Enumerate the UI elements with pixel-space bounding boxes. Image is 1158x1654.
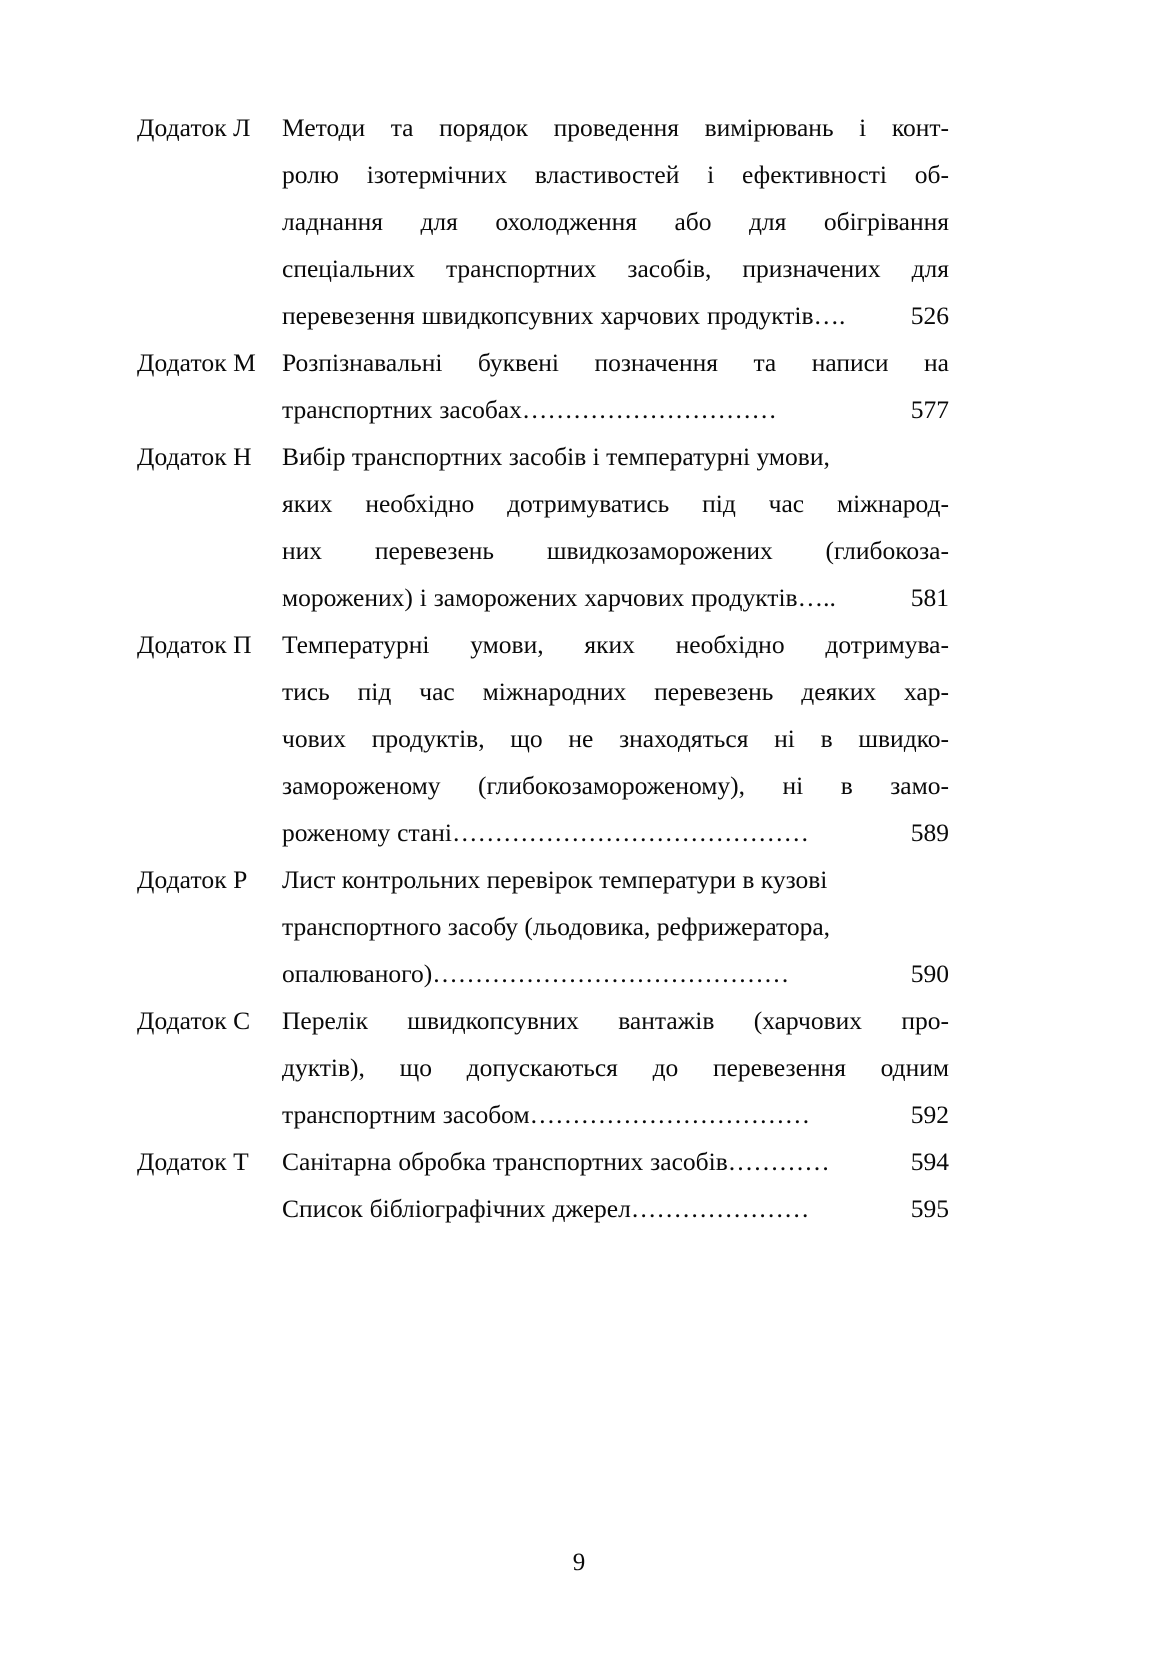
toc-entry — [137, 1138, 949, 1185]
toc-entry-last-line — [282, 386, 949, 433]
toc-entry-line: чових продуктів, що не знаходяться ні в швидко- — [282, 724, 949, 753]
toc-entry-label: Додаток М — [137, 348, 256, 377]
toc-entry-line: Температурні умови, яких необхідно дотримува- — [282, 630, 949, 659]
toc-entry — [137, 339, 949, 433]
toc-entry — [137, 104, 949, 339]
dot-leader: …………………………………… — [432, 959, 790, 988]
toc-entry-line: замороженому (глибокозамороженому), ні в замо- — [282, 771, 949, 800]
toc-page-number: 577 — [910, 395, 949, 424]
toc-entry — [137, 997, 949, 1138]
toc-entry-line: транспортних засобах — [282, 395, 522, 424]
toc-entry-line: Методи та порядок проведення вимірювань і конт- — [282, 113, 949, 142]
toc-page-number: 526 — [910, 301, 949, 330]
toc-entry-body — [282, 1185, 949, 1232]
toc-entry-line: роженому стані — [282, 818, 452, 847]
toc-entry-body — [282, 621, 949, 856]
toc-entry-line: ролю ізотермічних властивостей і ефективності об- — [282, 160, 949, 189]
toc-entry-body — [282, 104, 949, 339]
toc-page-number: 595 — [910, 1194, 949, 1223]
toc-entry-label: Додаток Н — [137, 442, 252, 471]
toc-entry-line: Розпізнавальні буквені позначення та написи на — [282, 348, 949, 377]
toc-entry-line: спеціальних транспортних засобів, призначених для — [282, 254, 949, 283]
toc-entry-last-line — [282, 292, 949, 339]
toc-entry-line: яких необхідно дотримуватись під час міжнарод- — [282, 489, 949, 518]
toc-entry-line: транспортним засобом — [282, 1100, 530, 1129]
toc-entry-body — [282, 339, 949, 433]
dot-leader: ………………… — [630, 1194, 810, 1223]
table-of-contents — [137, 104, 949, 1232]
dot-leader: …………………………………… — [451, 818, 809, 847]
toc-page-number: 592 — [910, 1100, 949, 1129]
toc-entry-line: Список бібліографічних джерел — [282, 1194, 631, 1223]
toc-entry-line: тись під час міжнародних перевезень деяких хар- — [282, 677, 949, 706]
toc-page-number: 589 — [910, 818, 949, 847]
toc-entry-line: Перелік швидкопсувних вантажів (харчових про- — [282, 1006, 949, 1035]
toc-entry-label: Додаток Р — [137, 865, 248, 894]
footer-page-number: 9 — [572, 1549, 586, 1576]
toc-page-number: 594 — [910, 1147, 949, 1176]
toc-entry-body — [282, 997, 949, 1138]
toc-entry-last-line — [282, 1185, 949, 1232]
toc-entry-label: Додаток Т — [137, 1147, 249, 1176]
toc-entry-line: дуктів), що допускаються до перевезення одним — [282, 1053, 949, 1082]
toc-entry-line: ладнання для охолодження або для обігрівання — [282, 207, 949, 236]
toc-entry-line: транспортного засобу (льодовика, рефрижератора, — [282, 912, 831, 941]
toc-entry-body — [282, 856, 949, 997]
toc-entry-last-line — [282, 950, 949, 997]
toc-entry-body — [282, 1138, 949, 1185]
toc-entry-label: Додаток Л — [137, 113, 251, 142]
toc-entry-line: Санітарна обробка транспортних засобів — [282, 1147, 728, 1176]
dot-leader: ………… — [727, 1147, 830, 1176]
dot-leader: ………………………… — [521, 395, 777, 424]
dot-leader: ….. — [797, 583, 836, 612]
toc-entry — [137, 621, 949, 856]
toc-entry-last-line — [282, 1138, 949, 1185]
toc-entry-last-line — [282, 809, 949, 856]
toc-entry-line: опалюваного) — [282, 959, 433, 988]
toc-entry — [137, 433, 949, 621]
toc-entry-line: морожених) і заморожених харчових продуктів — [282, 583, 798, 612]
toc-entry-body — [282, 433, 949, 621]
toc-entry-line: Лист контрольних перевірок температури в кузові — [282, 865, 828, 894]
toc-entry-line: Вибір транспортних засобів і температурні умови, — [282, 442, 830, 471]
dot-leader: …………………………… — [529, 1100, 811, 1129]
toc-entry-last-line — [282, 1091, 949, 1138]
toc-page-number: 590 — [910, 959, 949, 988]
toc-entry-bibliography — [137, 1185, 949, 1232]
dot-leader: …. — [813, 301, 846, 330]
toc-entry — [137, 856, 949, 997]
toc-entry-line: них перевезень швидкозаморожених (глибокоза- — [282, 536, 949, 565]
toc-entry-label: Додаток П — [137, 630, 252, 659]
toc-entry-line: перевезення швидкопсувних харчових продуктів — [282, 301, 814, 330]
toc-page-number: 581 — [910, 583, 949, 612]
toc-entry-last-line — [282, 574, 949, 621]
toc-entry-label: Додаток С — [137, 1006, 251, 1035]
